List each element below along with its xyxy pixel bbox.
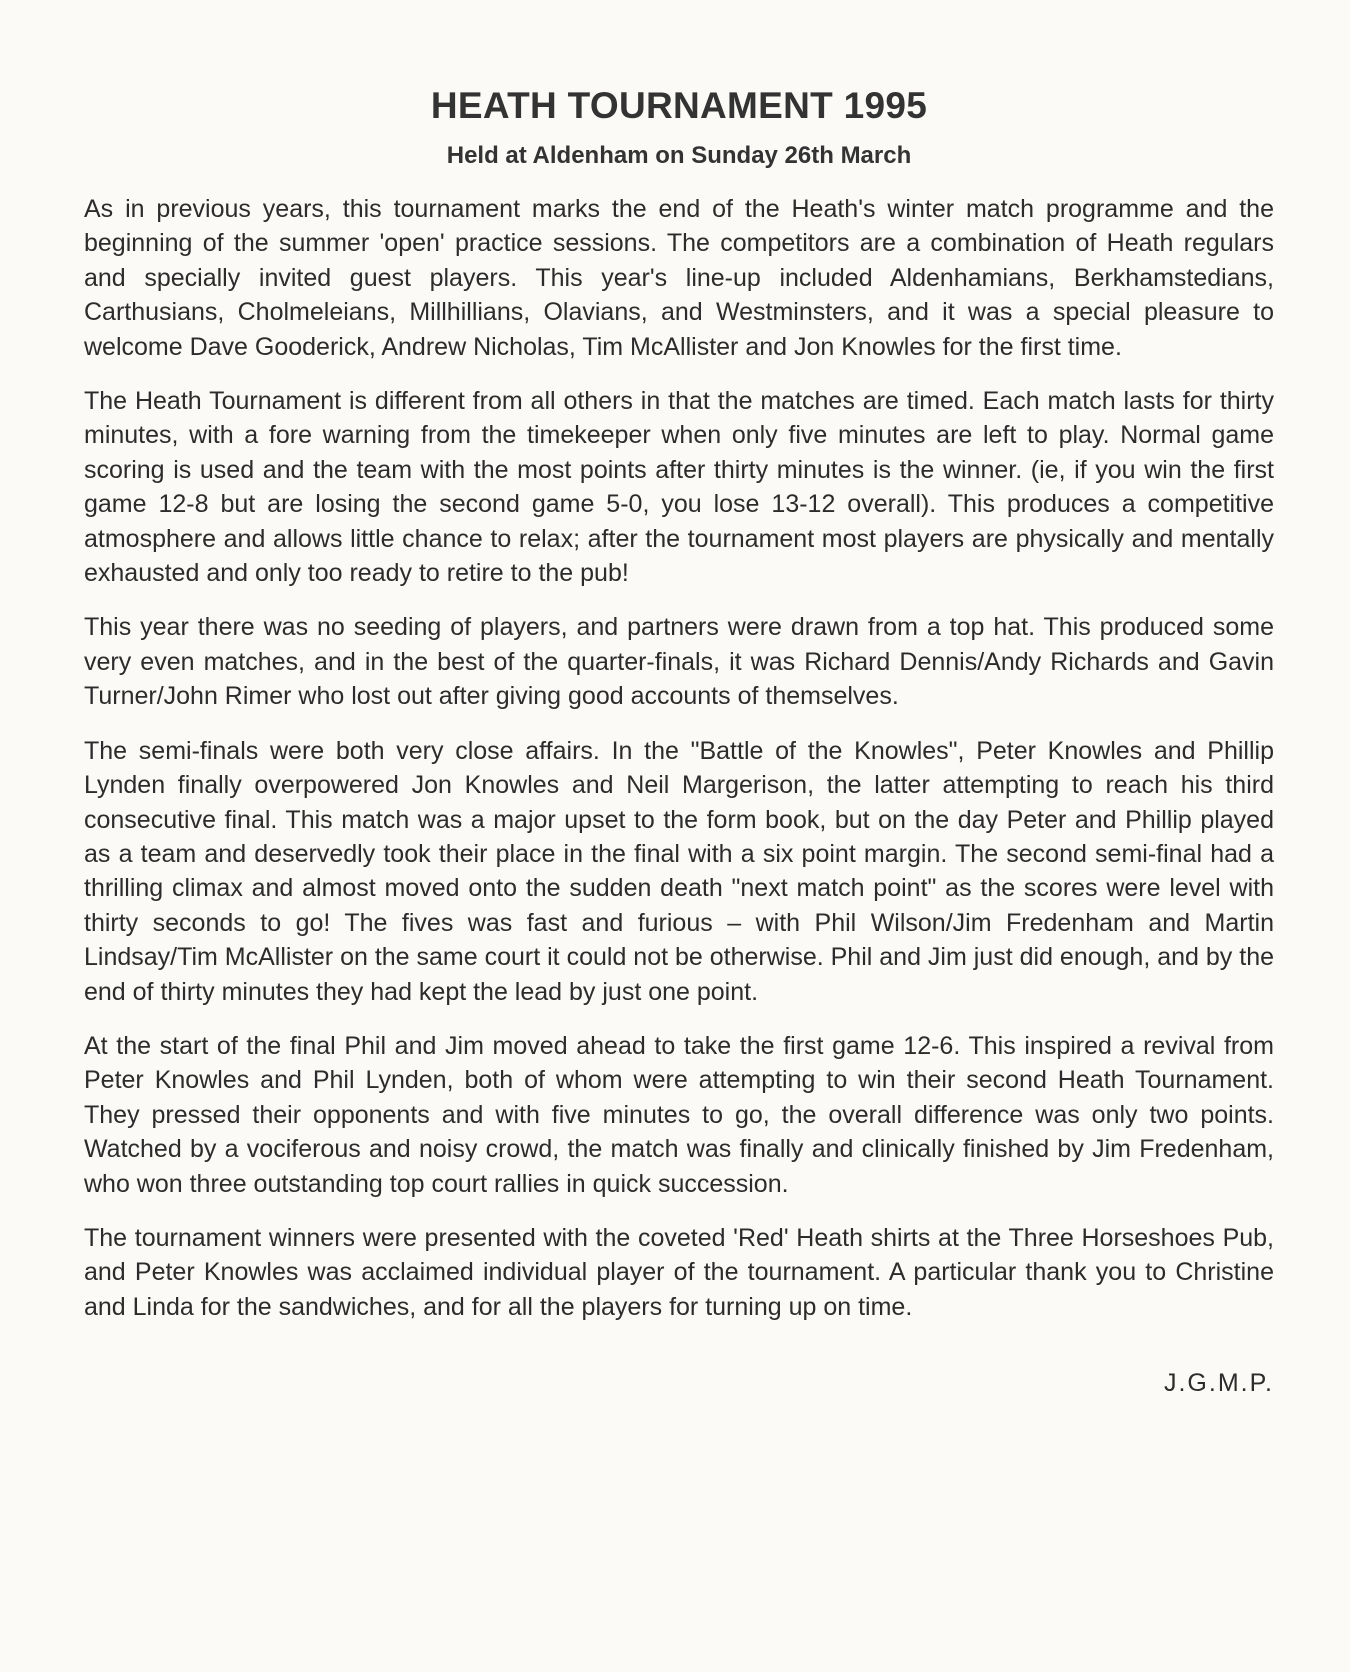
page-subtitle: Held at Aldenham on Sunday 26th March [446,142,912,169]
paragraph-final: At the start of the final Phil and Jim moved ahead to take the first game 12-6. This inspired a revival from Peter Knowles and Phil Lynden, both of whom were attempting to win their second Heath Tournament. They pressed their opponents and with five minutes to go, the overall difference was only two points. Watched by a vociferous and noisy crowd, the match was finally and clinically finished by Jim Fredenham, who won three outstanding top court rallies in quick succession. [84,1031,1274,1198]
paragraph-intro: As in previous years, this tournament marks the end of the Heath's winter match programme and the beginning of the summer 'open' practice sessions. The competitors are a combination of Heath regulars and specially invited guest players. This year's line-up included Aldenhamians, Berkhamstedians, Carthusians, Cholmeleians, Millhillians, Olavians, and Westminsters, and it was a special pleasure to welcome Dave Gooderick, Andrew Nicholas, Tim McAllister and Jon Knowles for the first time. [84,195,1274,361]
paragraph-semi-finals: The semi-finals were both very close affairs. In the "Battle of the Knowles", Peter Knowles and Phillip Lynden finally overpowered Jon Knowles and Neil Margerison, the latter attempting to reach his third consecutive final. This match was a major upset to the form book, but on the day Peter and Phillip played as a team and deservedly took their place in the final with a six point margin. The second semi-final had a thrilling climax and almost moved onto the sudden death "next match point" as the scores were level with thirty seconds to go! The fives was fast and furious – with Phil Wilson/Jim Fredenham and Martin Lindsay/Tim McAllister on the same court it could not be otherwise. Phil and Jim just did enough, and by the end of thirty minutes they had kept the lead by just one point. [84,736,1274,1006]
paragraph-presentation: The tournament winners were presented with the coveted 'Red' Heath shirts at the Three Horseshoes Pub, and Peter Knowles was acclaimed individual player of the tournament. A particular thank you to Christine and Linda for the sandwiches, and for all the players for turning up on time. [84,1223,1274,1321]
paragraph-format: The Heath Tournament is different from all others in that the matches are timed. Each match lasts for thirty minutes, with a fore warning from the timekeeper when only five minutes are left to play. Normal game scoring is used and the team with the most points after thirty minutes is the winner. (ie, if you win the first game 12-8 but are losing the second game 5-0, you lose 13-12 overall). This produces a competitive atmosphere and allows little chance to relax; after the tournament most players are physically and mentally exhausted and only too ready to retire to the pub! [84,387,1274,588]
paragraph-quarter-finals: This year there was no seeding of players, and partners were drawn from a top hat. This produced some very even matches, and in the best of the quarter-finals, it was Richard Dennis/Andy Richards and Gavin Turner/John Rimer who lost out after giving good accounts of themselves. [84,613,1274,711]
page-title: HEATH TOURNAMENT 1995 [430,85,928,126]
document-page [84,76,1274,1400]
signature: J.G.M.P. [1163,1369,1274,1398]
